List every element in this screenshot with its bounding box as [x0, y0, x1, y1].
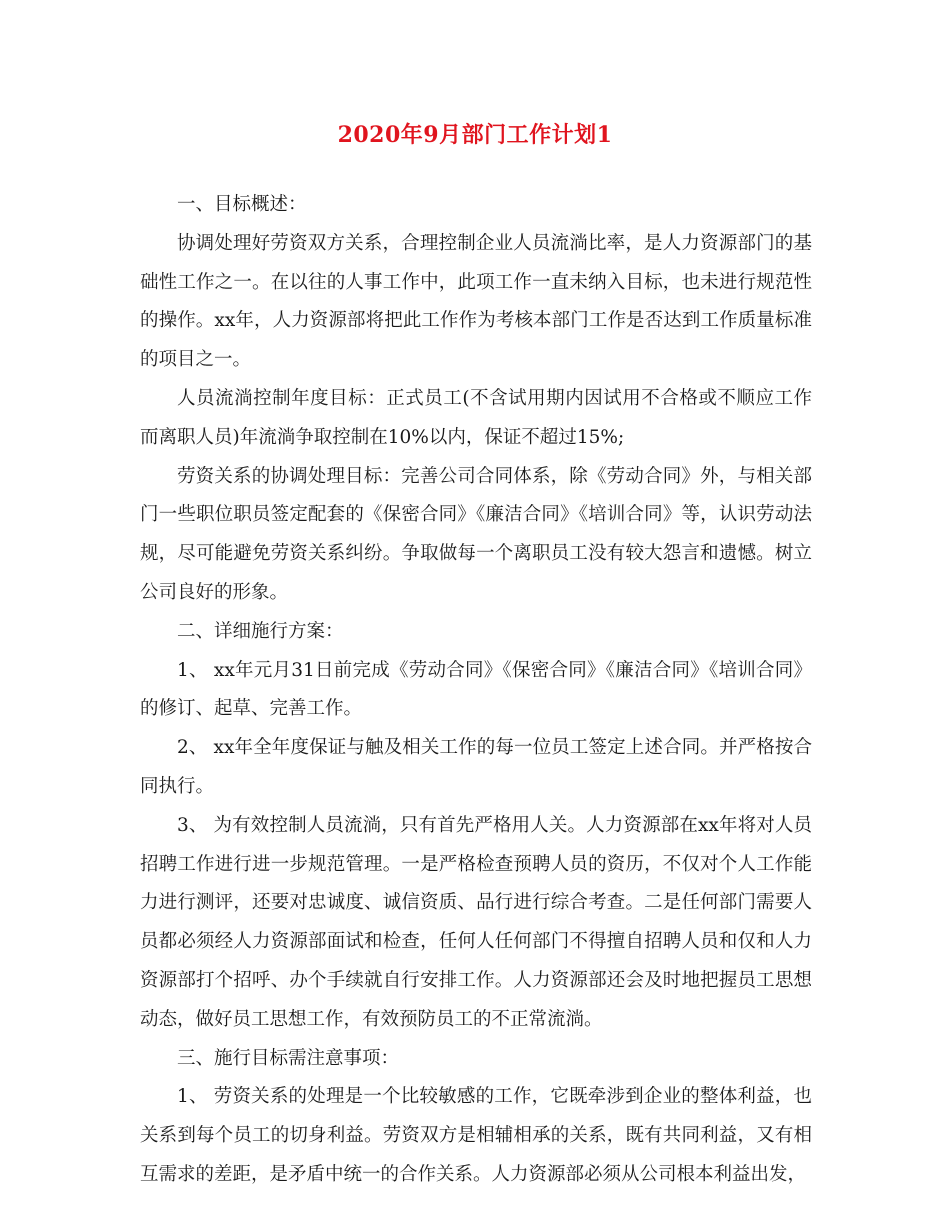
- plan-item-1: 1、 xx年元月31日前完成《劳动合同》《保密合同》《廉洁合同》《培训合同》的修订、起草、完善工作。: [140, 659, 812, 720]
- document-body: [140, 186, 812, 1195]
- notes-item-1: 1、 劳资关系的处理是一个比较敏感的工作，它既牵涉到企业的整体利益，也关系到每个员工的切身利益。劳资双方是相辅相承的关系，既有共同利益，又有相互需求的差距，是矛盾中统一的合作关系。人力资源部必须从公司根本利益出发，: [140, 1086, 812, 1185]
- paragraph-labor-relations-intro: 协调处理好劳资双方关系，合理控制企业人员流淌比率，是人力资源部门的基础性工作之一。在以往的人事工作中，此项工作一直未纳入目标，也未进行规范性的操作。xx年，人力资源部将把此工作作为考核本部门工作是否达到工作质量标准的项目之一。: [140, 232, 812, 371]
- page-title: 2020年9月部门工作计划1: [337, 122, 613, 148]
- plan-item-2: 2、 xx年全年度保证与触及相关工作的每一位员工签定上述合同。并严格按合同执行。: [140, 737, 812, 797]
- plan-item-3: 3、 为有效控制人员流淌，只有首先严格用人关。人力资源部在xx年将对人员招聘工作进行进一步规范管理。一是严格检查预聘人员的资历，不仅对个人工作能力进行测评，还要对忠诚度、诚信资质、品行进行综合考查。二是任何部门需要人员都必须经人力资源部面试和检查，任何人任何部门不得擅自招聘人员和仅和人力资源部打个招呼、办个手续就自行安排工作。人力资源部还会及时地把握员工思想动态，做好员工思想工作，有效预防员工的不正常流淌。: [140, 814, 812, 1030]
- heading-objective-overview: 一、目标概述：: [177, 194, 307, 215]
- paragraph-turnover-target: 人员流淌控制年度目标：正式员工(不含试用期内因试用不合格或不顺应工作而离职人员)年流淌争取控制在10%以内，保证不超过15%;: [140, 387, 812, 448]
- paragraph-labor-coordination-target: 劳资关系的协调处理目标：完善公司合同体系，除《劳动合同》外，与相关部门一些职位职员签定配套的《保密合同》《廉洁合同》《培训合同》等，认识劳动法规，尽可能避免劳资关系纠纷。争取做每一个离职员工没有较大怨言和遗憾。树立公司良好的形象。: [140, 465, 812, 603]
- heading-notes: 三、施行目标需注意事项：: [177, 1047, 400, 1069]
- heading-implementation-plan: 二、详细施行方案：: [177, 620, 344, 642]
